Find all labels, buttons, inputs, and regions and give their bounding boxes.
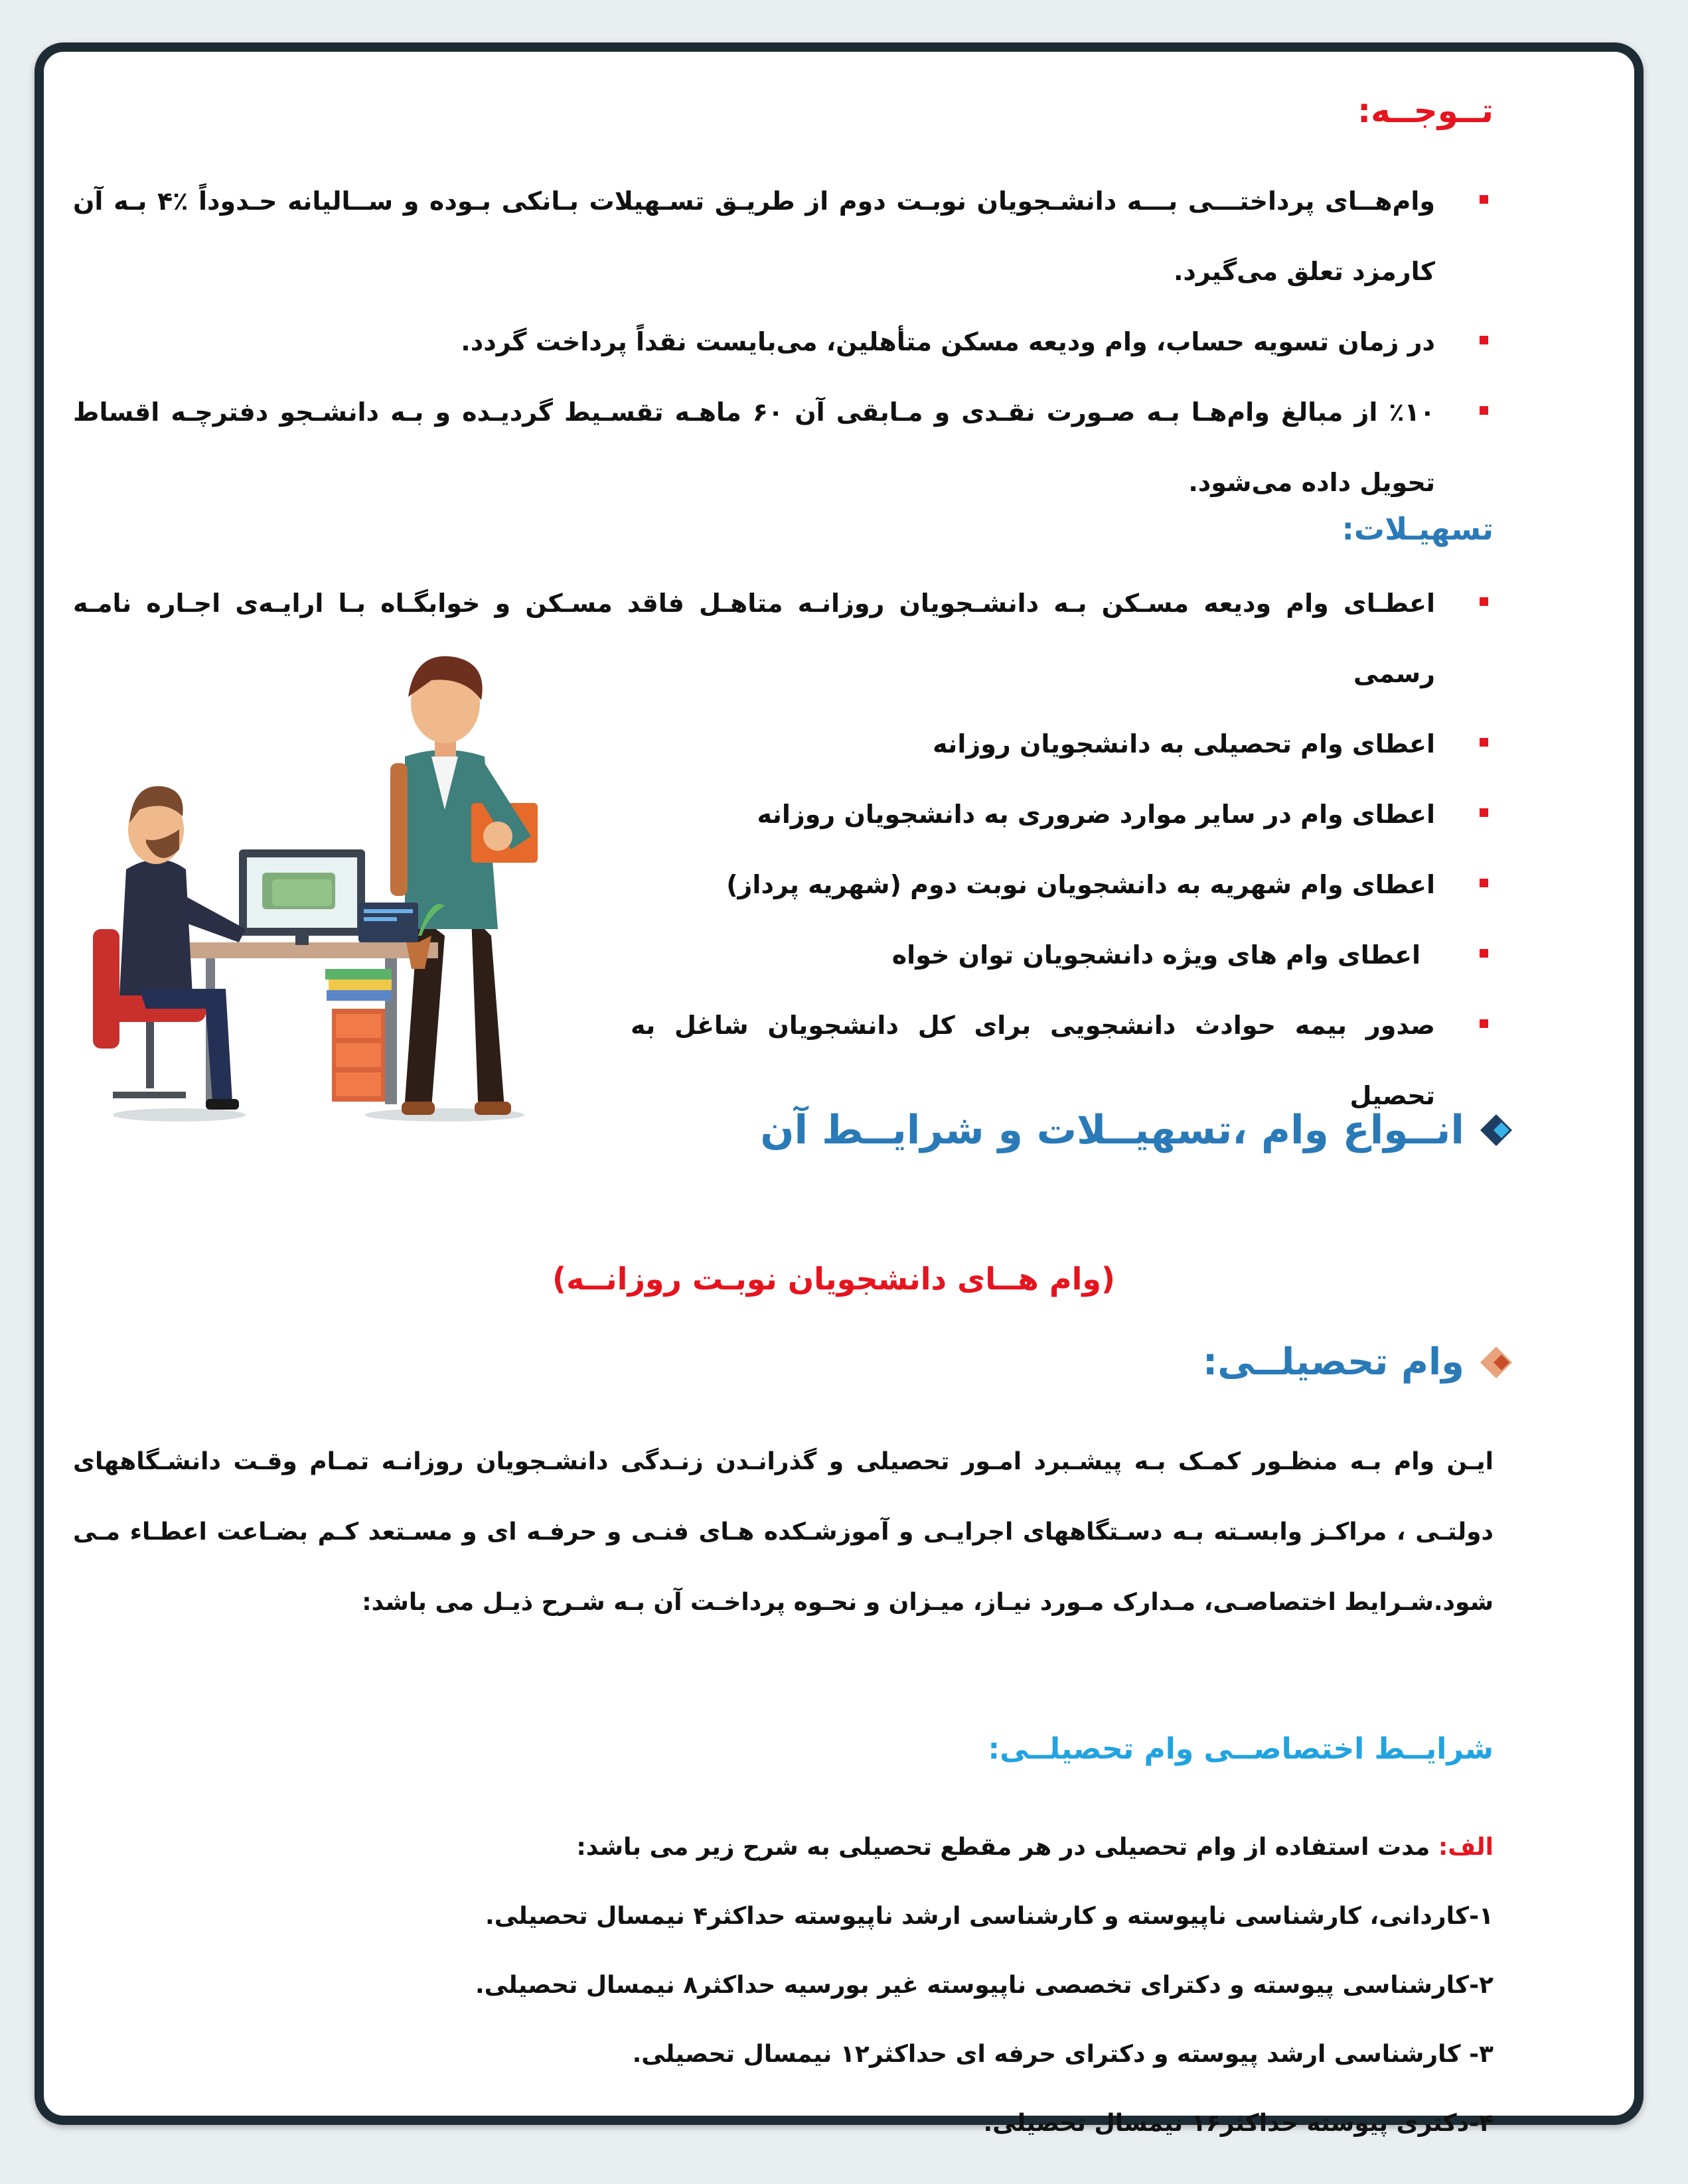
section-title-text: انــواع وام ،تسهیــلات و شرایــط آن: [760, 1107, 1464, 1153]
loan-description: ایـن وام بـه منظـور کمـک بـه پیشـبرد امـور تحصیلی و گذرانـدن زنـدگی دانشـجویان روزانـه تمـام وقـت دانشـگاههای دولتـی ، مراکـز وابسـته بـه دسـتگاههای اجرایـی و آموزشـکده هـای فنـی و حرفـه ای و مسـتعد کـم بضـاعت اعطـاء مـی شود.شـرایط اختصاصـی، مـدارک مـورد نیـاز، میـزان و نحـوه پرداخـت آن بـه شـرح ذیـل می باشد:: [73, 1448, 1494, 1616]
office-illustration: [73, 650, 591, 1128]
list-item: ۳- کارشناسی ارشد پیوسته و دکترای حرفه ای حداکثر۱۲ نیمسال تحصیلی.: [632, 2041, 1494, 2068]
facility-item-2: اعطای وام تحصیلی به دانشجویان روزانه: [631, 709, 1494, 779]
section-title: [760, 1107, 1513, 1153]
loan-title-text: وام تحصیلــی:: [1202, 1341, 1464, 1384]
duration-list: [73, 1882, 1494, 2158]
facility-item-3: اعطای وام در سایر موارد ضروری به دانشجویان روزانه: [631, 779, 1494, 849]
list-item: ۲-کارشناسی پیوسته و دکترای تخصصی ناپیوسته غیر بورسیه حداکثر۸ نیمسال تحصیلی.: [475, 1972, 1494, 1999]
list-item: ۴-دکتری پیوسته حداکثر۱۶ نیمسال تحصیلی.: [983, 2110, 1494, 2137]
diamond-bullet-icon: [1479, 1113, 1513, 1147]
conditions-title: شرایــط اختصاصــی وام تحصیلــی:: [988, 1732, 1494, 1766]
facility-item-1: اعطـای وام ودیعه مسـکن بـه دانشـجویان روزانـه متاهـل فاقد مسـکن و خوابگـاه بـا ارایـه‌ی اجـاره نامـه رسمی: [73, 568, 1494, 709]
notice-item-3: ٪۱۰ از مبالغ وام‌هـا بـه صـورت نقـدی و مـابقی آن ۶۰ ماهـه تقسـیط گردیـده و بـه دانشـجو دفترچـه اقساط تحویل داده می‌شود.: [73, 377, 1494, 518]
facility-item-4: اعطای وام شهریه به دانشجویان نوبت دوم (شهریه پرداز): [631, 849, 1494, 920]
facility-item-5: اعطای وام های ویژه دانشجویان توان خواه: [631, 920, 1494, 990]
alef-text: مدت استفاده از وام تحصیلی در هر مقطع تحصیلی به شرح زیر می باشد:: [576, 1834, 1438, 1861]
diamond-bullet-icon: [1479, 1345, 1513, 1380]
alef-label: الف:: [1438, 1834, 1494, 1861]
alef-line: [73, 1813, 1494, 1882]
section-subtitle: (وام هــای دانشجویان نوبـت روزانــه): [552, 1261, 1115, 1297]
notice-item-1: وام‌هــای پرداختـــی بـــه دانشـجویان نوبـت دوم از طریـق تسـهیلات بـانکی بـوده و ســالیانه حـدوداً ٪۴ بـه آن کارمزد تعلق می‌گیرد.: [73, 166, 1494, 307]
loan-title: [1203, 1341, 1513, 1384]
facility-item-6: صدور بیمه حوادث دانشجویی برای کل دانشجویان شاغل به تحصیل: [631, 990, 1494, 1131]
notice-title: تــوجــه:: [1357, 92, 1494, 130]
notice-item-2: در زمان تسویه حساب، وام ودیعه مسکن متأهلین، می‌بایست نقداً پرداخت گردد.: [73, 307, 1494, 377]
facilities-title: تسهیـلات:: [1342, 511, 1494, 547]
list-item: ۱-کاردانی، کارشناسی ناپیوسته و کارشناسی ارشد ناپیوسته حداکثر۴ نیمسال تحصیلی.: [485, 1903, 1494, 1930]
